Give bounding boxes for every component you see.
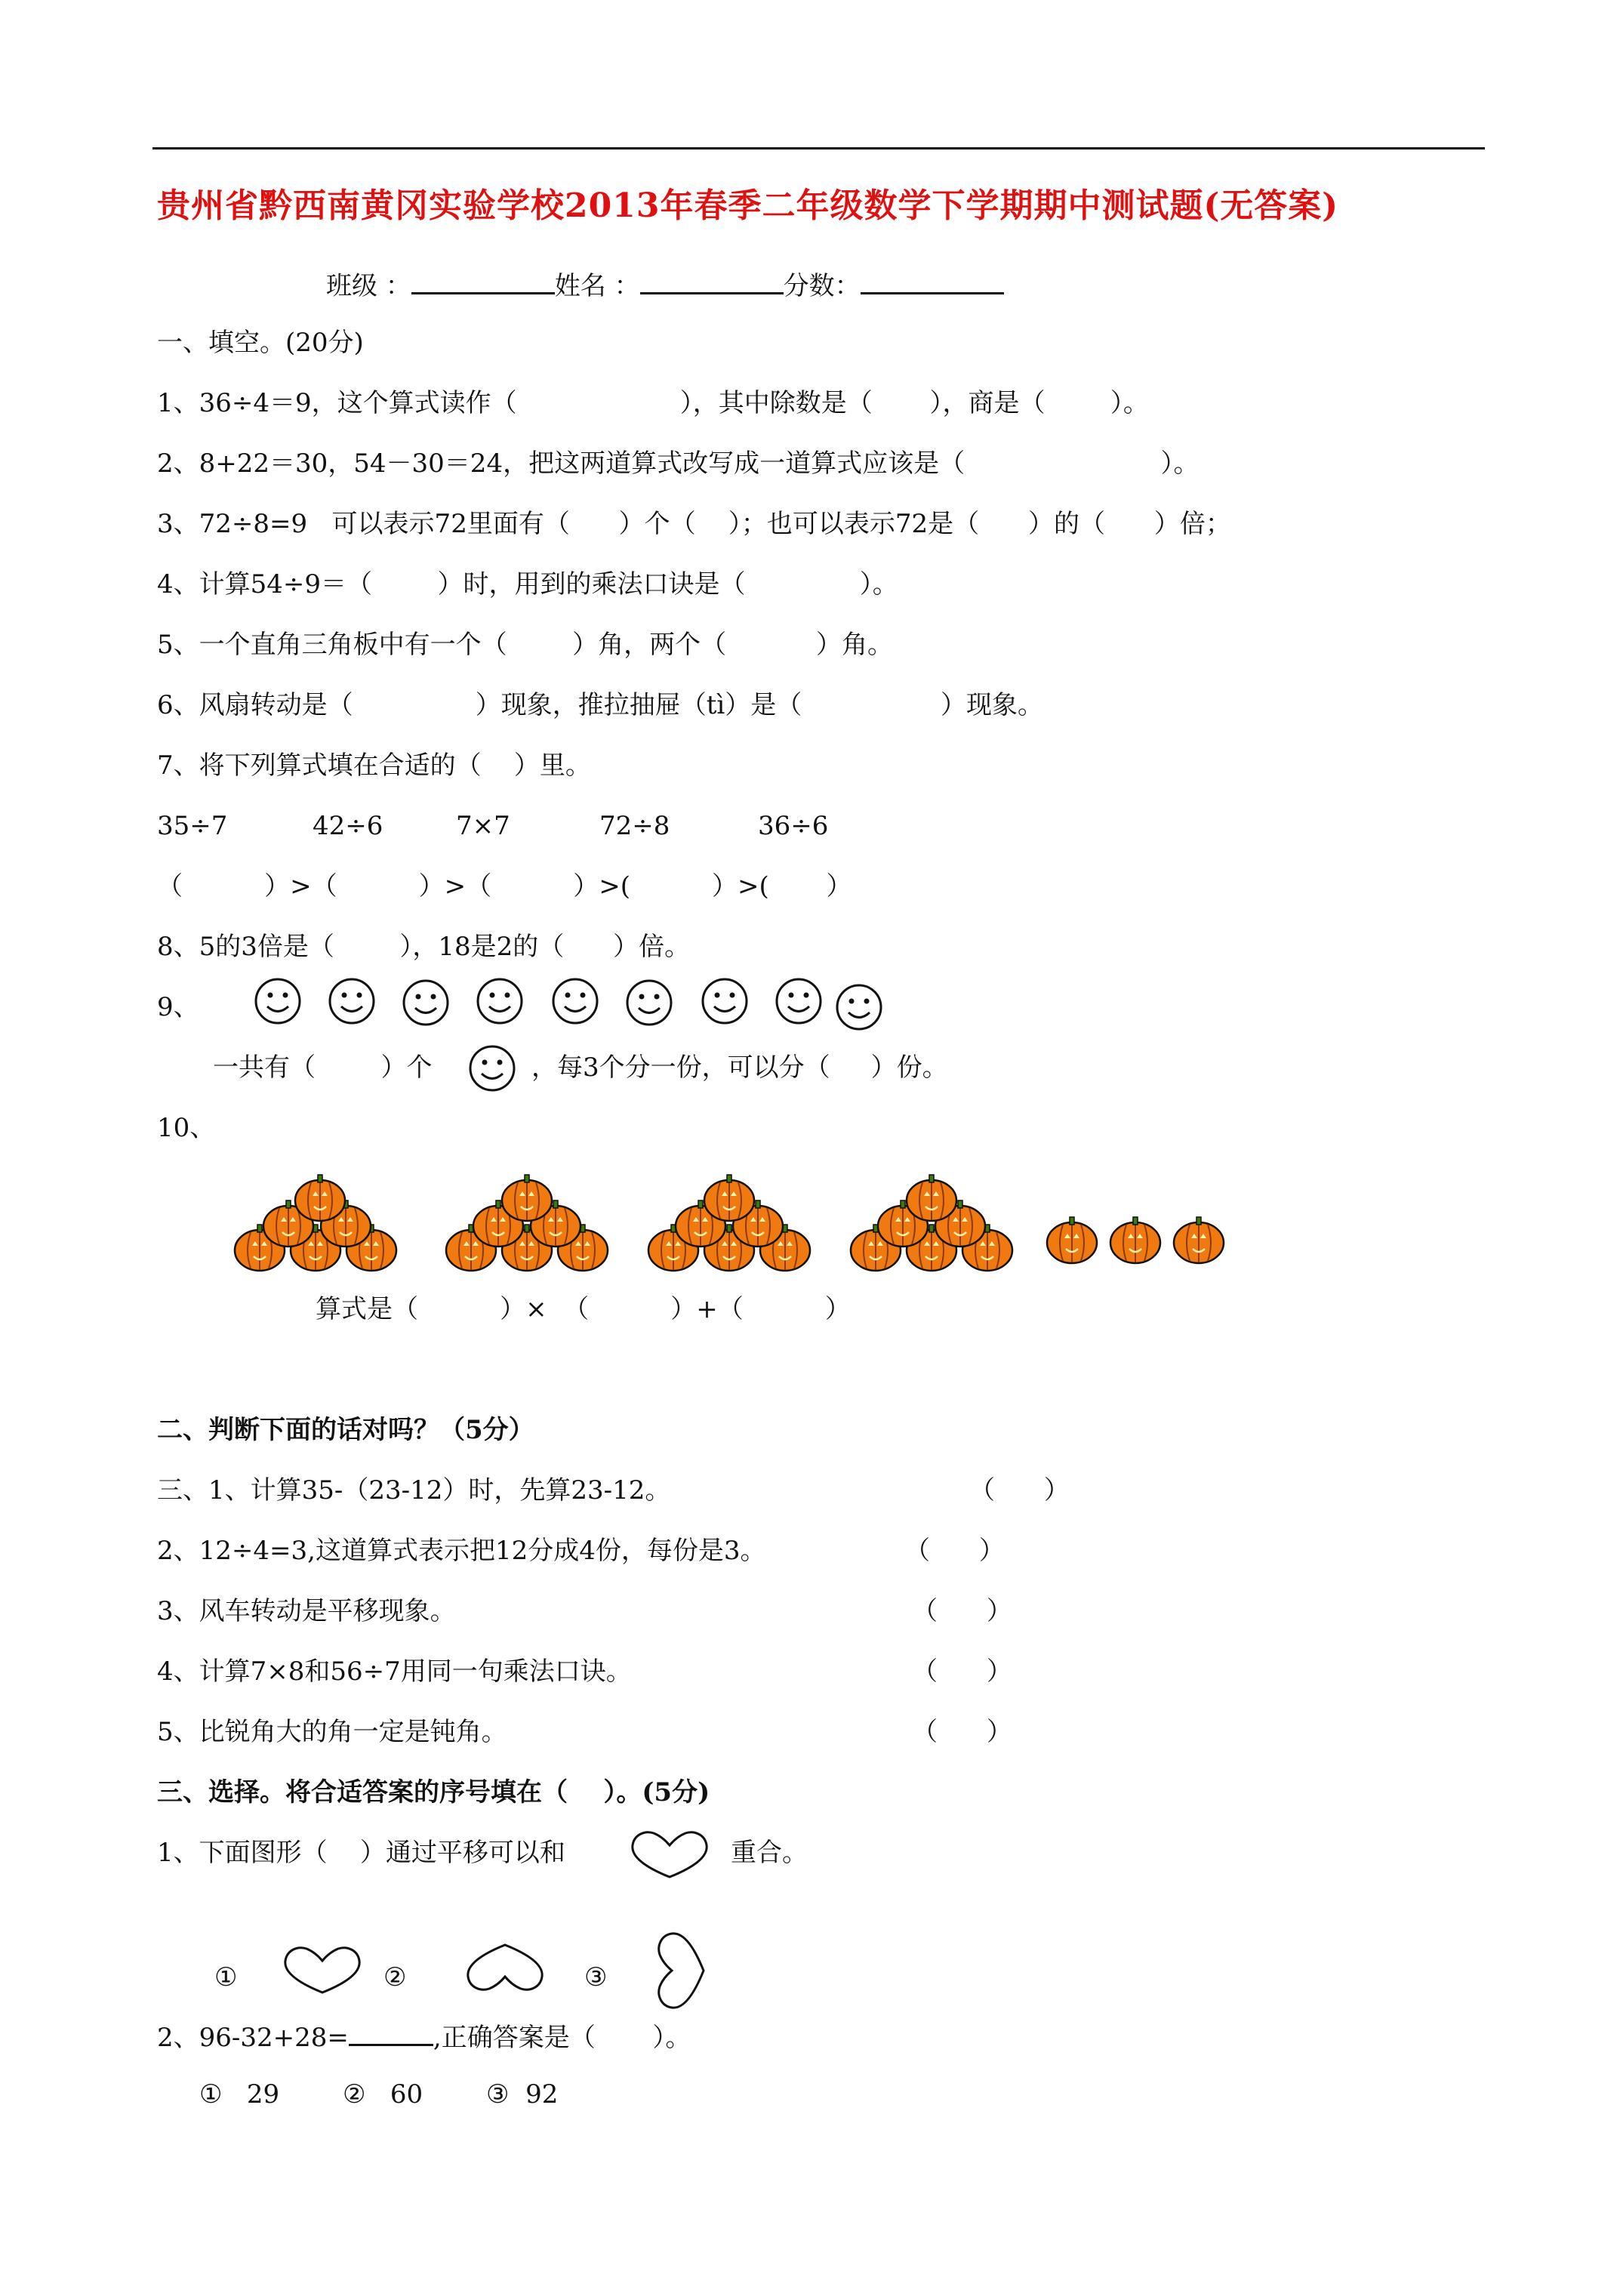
q7-expr-5: 36÷6	[758, 811, 829, 841]
name-label: 姓名 ：	[554, 271, 640, 301]
smiley-icon	[256, 979, 300, 1023]
choice-1-option-2[interactable]: ②	[383, 1962, 407, 1992]
q7-expr-1: 35÷7	[157, 811, 228, 841]
q7-blanks: （ ）>（ ）>（ ）>( ）>( ）	[157, 871, 852, 901]
choice-1-option-1[interactable]: ①	[214, 1962, 238, 1992]
choice-1-text: 1、下面图形（ ）通过平移可以和	[157, 1838, 565, 1868]
question-1-10-formula: 算式是（ ）× （ ）+（ ）	[316, 1294, 851, 1324]
section2-heading: 二、判断下面的话对吗？（5分）	[157, 1415, 534, 1445]
smiley-icon	[330, 979, 374, 1023]
choice-2-blank[interactable]	[349, 2021, 433, 2046]
judge-mark-5[interactable]: （ ）	[912, 1717, 1012, 1747]
judge-mark-3[interactable]: （ ）	[912, 1596, 1012, 1626]
class-blank[interactable]	[411, 270, 555, 294]
section1-heading: 一、填空。(20分)	[157, 328, 364, 358]
judge-item-2: 2、12÷4=3,这道算式表示把12分成4份，每份是3。	[157, 1536, 766, 1566]
page-title: 贵州省黔西南黄冈实验学校2013年春季二年级数学下学期期中测试题(无答案)	[157, 186, 1339, 225]
choice-2-expression: 2、96-32+28=	[157, 2023, 349, 2053]
choice-2-prompt: ,正确答案是（ ）。	[433, 2023, 691, 2053]
question-1-9-label: 9、	[157, 992, 199, 1022]
choice-2-option-1[interactable]: ① 29	[199, 2079, 280, 2110]
choice-2-text	[157, 2021, 691, 2051]
judge-mark-1[interactable]: （ ）	[969, 1475, 1070, 1505]
question-1-10-label: 10、	[157, 1113, 216, 1143]
question-1-7: 7、将下列算式填在合适的（ ）里。	[157, 750, 591, 781]
smiley-icon	[470, 1046, 514, 1090]
question-1-1: 1、36÷4＝9，这个算式读作（ ），其中除数是（ ），商是（ ）。	[157, 388, 1149, 418]
question-1-9-a: 一共有（ ）个	[213, 1052, 433, 1083]
heart-option-2-icon[interactable]	[463, 1937, 547, 1998]
class-label: 班级 ：	[326, 271, 411, 301]
question-1-4: 4、计算54÷9＝（ ）时，用到的乘法口诀是（ ）。	[157, 569, 898, 599]
heart-option-3-icon[interactable]	[643, 1925, 711, 2016]
judge-item-3: 3、风车转动是平移现象。	[157, 1596, 456, 1626]
choice-1-option-3[interactable]: ③	[584, 1962, 608, 1992]
question-1-5: 5、一个直角三角板中有一个（ ）角，两个（ ）角。	[157, 630, 893, 660]
smiley-row	[249, 974, 929, 1034]
heart-option-1-icon[interactable]	[281, 1943, 364, 2003]
question-1-6: 6、风扇转动是（ ）现象，推拉抽屉（tì）是（ ）现象。	[157, 690, 1044, 720]
judge-mark-4[interactable]: （ ）	[912, 1657, 1012, 1687]
heart-target-icon	[628, 1827, 711, 1888]
name-blank[interactable]	[640, 270, 784, 294]
question-1-3: 3、72÷8=9 可以表示72里面有（ ）个（ ）；也可以表示72是（ ）的（ ）倍；	[157, 509, 1231, 539]
question-1-2: 2、8+22＝30，54－30＝24，把这两道算式改写成一道算式应该是（ ）。	[157, 448, 1200, 479]
smiley-icon	[703, 979, 747, 1023]
top-rule	[152, 147, 1485, 149]
judge-mark-2[interactable]: （ ）	[904, 1536, 1005, 1566]
smiley-icon	[837, 985, 881, 1029]
section3-heading: 三、选择。将合适答案的序号填在（ ）。(5分)	[157, 1777, 710, 1808]
judge-item-5: 5、比锐角大的角一定是钝角。	[157, 1717, 507, 1747]
choice-2-option-3[interactable]: ③ 92	[486, 2079, 559, 2110]
smiley-icon	[627, 981, 671, 1025]
smiley-icon	[777, 979, 821, 1023]
q7-expr-2: 42÷6	[313, 811, 383, 841]
header-fields	[326, 270, 1004, 299]
score-label: 分数：	[783, 271, 861, 301]
q7-expr-3: 7×7	[456, 811, 510, 841]
question-1-9-b: ，每3个分一份，可以分（ ）份。	[531, 1052, 948, 1083]
choice-2-option-2[interactable]: ② 60	[343, 2079, 423, 2110]
smiley-inline	[463, 1038, 524, 1099]
choice-1-text-end: 重合。	[731, 1838, 808, 1868]
judge-item-1: 三、1、计算35-（23-12）时，先算23-12。	[157, 1475, 671, 1505]
pumpkin-groups	[226, 1155, 1313, 1291]
q7-expr-4: 72÷8	[599, 811, 670, 841]
smiley-icon	[478, 979, 522, 1023]
smiley-icon	[404, 981, 448, 1025]
judge-item-4: 4、计算7×8和56÷7用同一句乘法口诀。	[157, 1657, 632, 1687]
score-blank[interactable]	[861, 270, 1004, 294]
question-1-8: 8、5的3倍是（ ），18是2的（ ）倍。	[157, 932, 691, 962]
smiley-icon	[553, 979, 597, 1023]
